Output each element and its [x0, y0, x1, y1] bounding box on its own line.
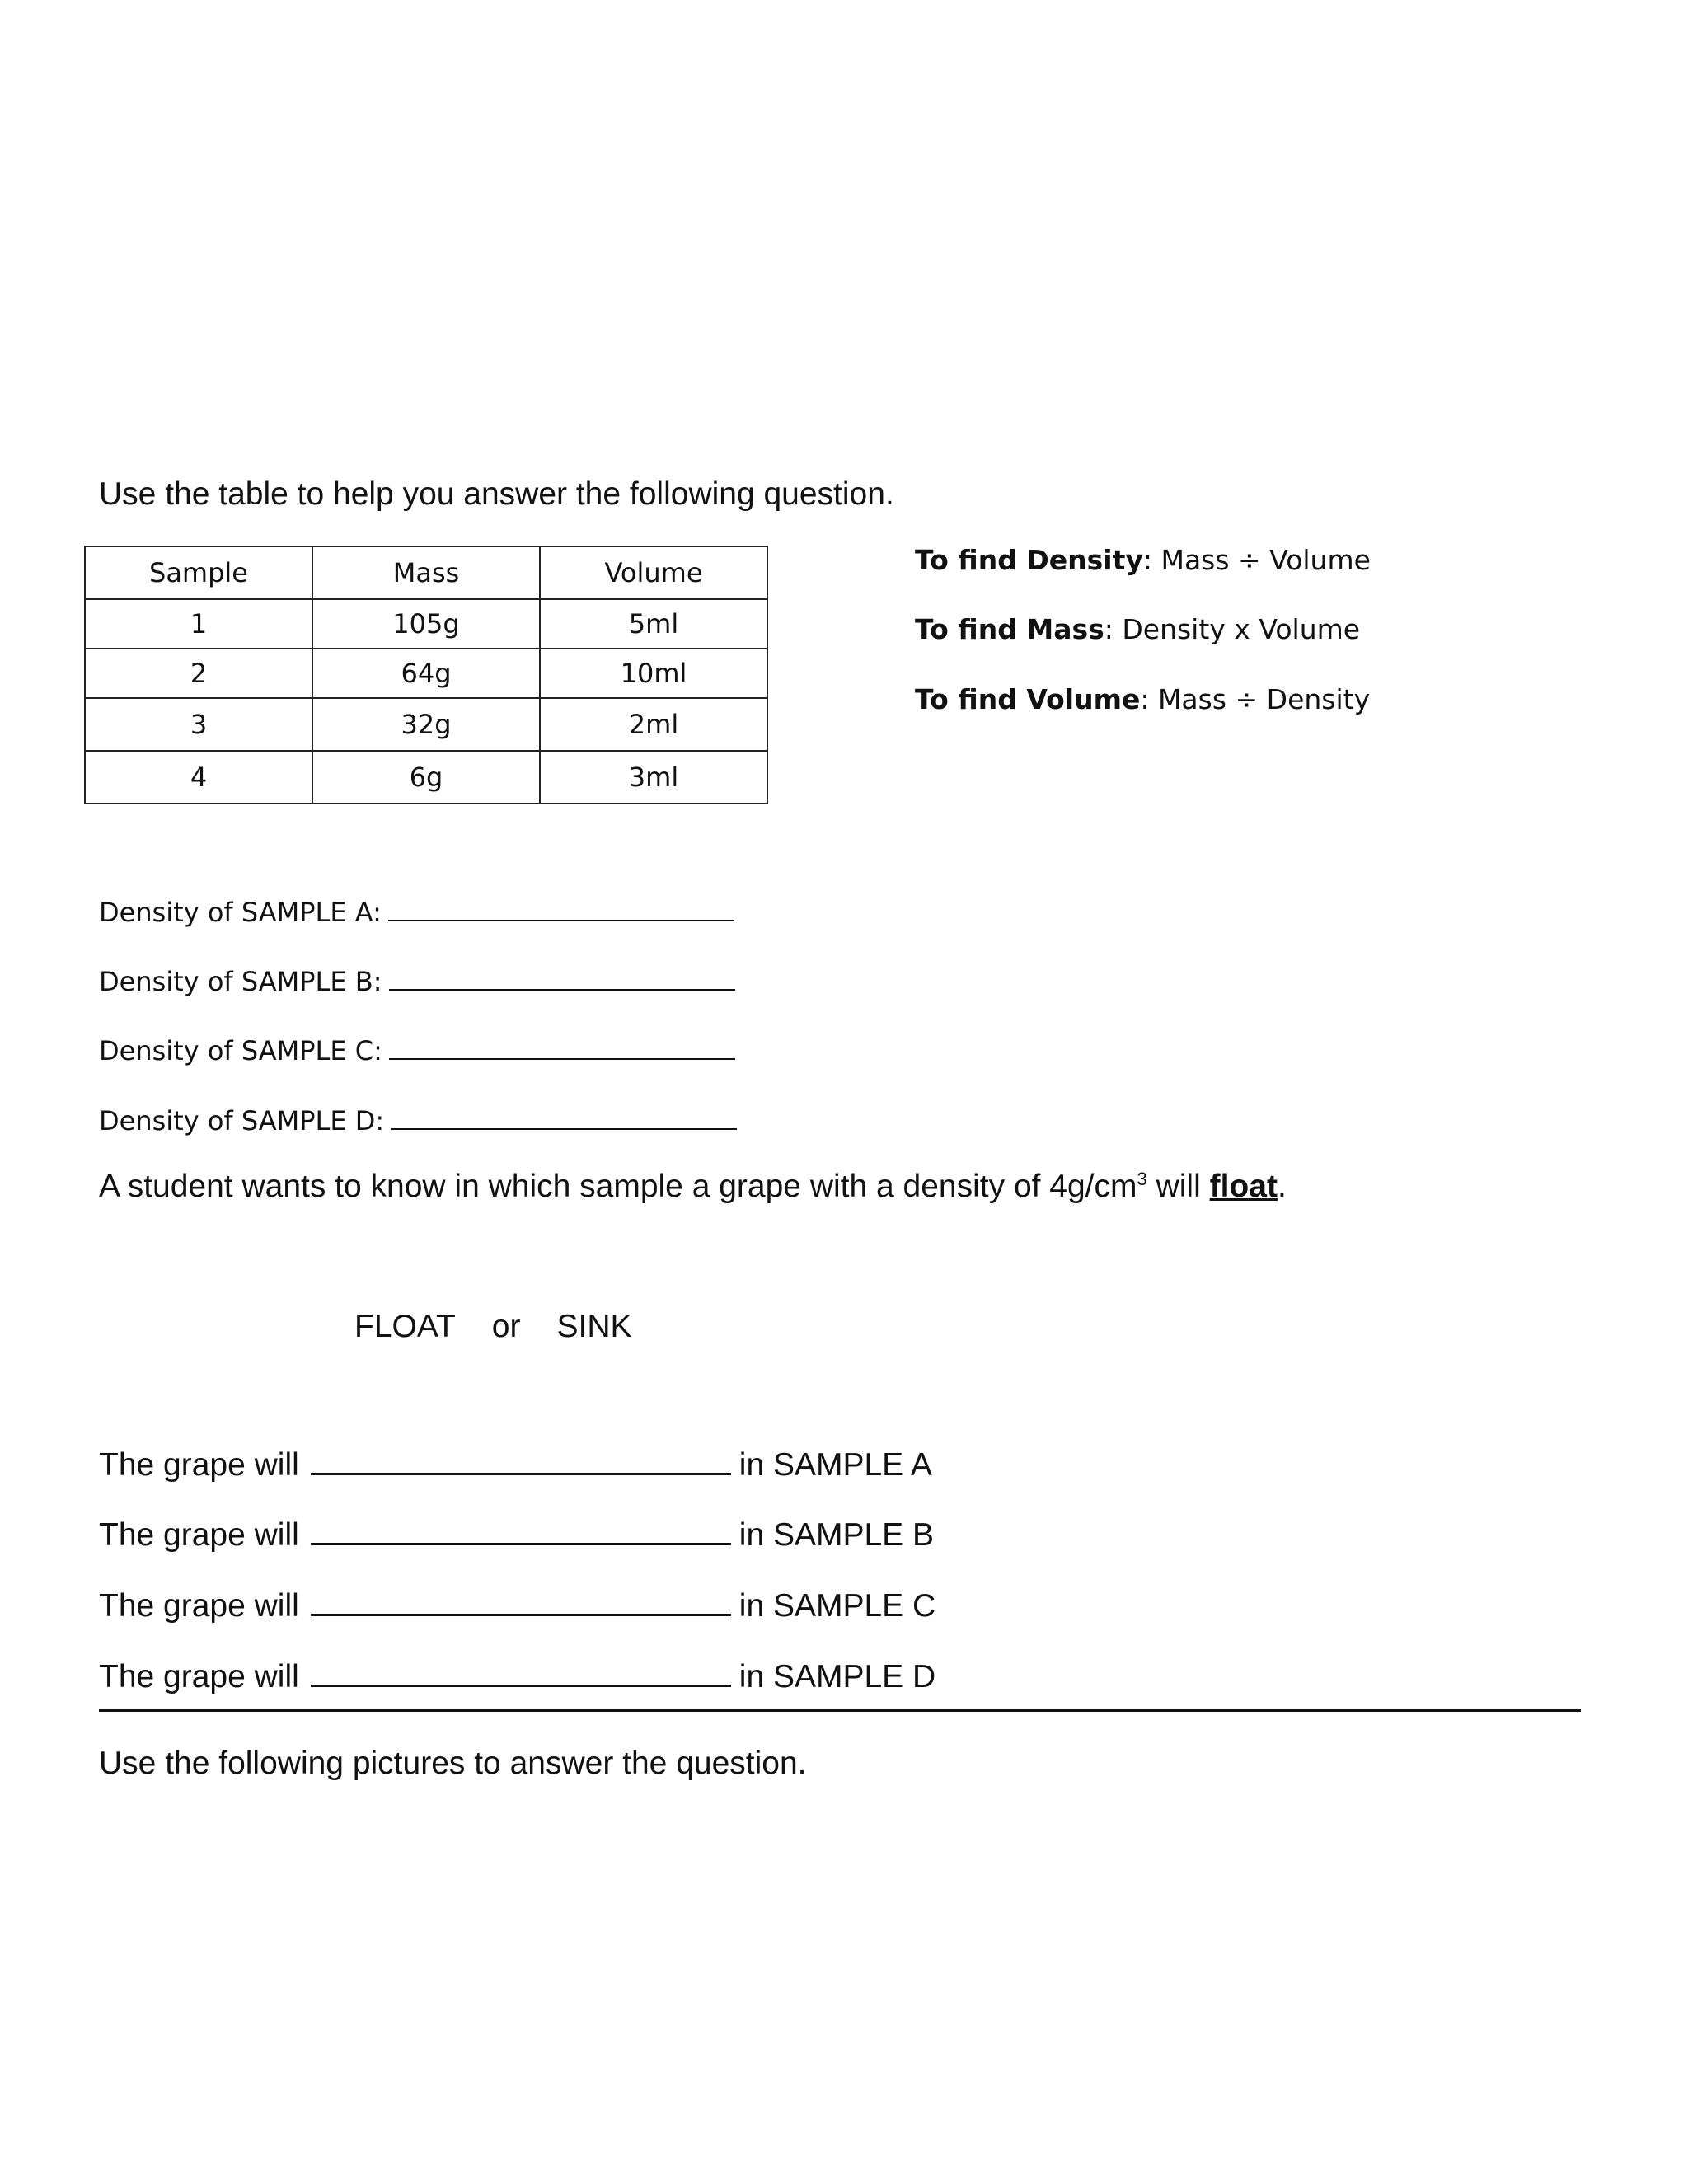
choice-or: or — [491, 1309, 521, 1344]
header-mass: Mass — [312, 546, 540, 599]
answer-blank[interactable] — [389, 988, 735, 991]
cell-sample: 1 — [85, 599, 312, 649]
grape-line-b — [99, 1517, 934, 1554]
formula-text: : Density x Volume — [1104, 613, 1361, 645]
formula-density — [915, 544, 1371, 576]
table-row — [85, 649, 767, 698]
question-emphasis: float — [1209, 1169, 1278, 1204]
grape-line-a — [99, 1447, 932, 1483]
cell-volume: 2ml — [540, 698, 767, 751]
cell-sample: 3 — [85, 698, 312, 751]
sample-table — [84, 546, 768, 804]
answer-blank[interactable] — [389, 1057, 735, 1060]
header-volume: Volume — [540, 546, 767, 599]
intro-text: Use the table to help you answer the following question. — [99, 476, 894, 512]
question-after: . — [1277, 1169, 1287, 1204]
cell-sample: 2 — [85, 649, 312, 698]
grape-suffix: in SAMPLE C — [738, 1588, 936, 1624]
grape-prefix: The grape will — [99, 1447, 299, 1483]
density-line-c — [99, 1035, 735, 1066]
answer-blank[interactable] — [391, 1127, 737, 1130]
section-divider — [99, 1709, 1581, 1712]
answer-blank[interactable] — [311, 1684, 731, 1687]
choices — [354, 1309, 632, 1345]
answer-blank[interactable] — [311, 1542, 731, 1545]
question-before: A student wants to know in which sample a grape with a density of 4g/cm — [99, 1169, 1137, 1204]
cell-mass: 6g — [312, 751, 540, 804]
formula-label: To find Mass — [915, 613, 1104, 645]
table-row — [85, 751, 767, 804]
cell-sample: 4 — [85, 751, 312, 804]
density-label: Density of SAMPLE A: — [99, 897, 382, 928]
question-text — [99, 1169, 1287, 1205]
cell-volume: 5ml — [540, 599, 767, 649]
answer-blank[interactable] — [388, 919, 734, 921]
density-label: Density of SAMPLE C: — [99, 1035, 382, 1066]
question-superscript: 3 — [1137, 1169, 1147, 1189]
density-line-d — [99, 1105, 737, 1137]
grape-suffix: in SAMPLE A — [738, 1447, 932, 1483]
formula-label: To find Density — [915, 544, 1143, 576]
formula-mass — [915, 613, 1360, 645]
cell-mass: 105g — [312, 599, 540, 649]
answer-blank[interactable] — [311, 1613, 731, 1616]
formula-text: : Mass ÷ Volume — [1142, 544, 1371, 576]
grape-prefix: The grape will — [99, 1588, 299, 1624]
formula-text: : Mass ÷ Density — [1140, 683, 1371, 715]
density-line-b — [99, 966, 735, 997]
formula-volume — [915, 683, 1370, 715]
answer-blank[interactable] — [311, 1472, 731, 1475]
choice-sink: SINK — [556, 1309, 632, 1344]
density-label: Density of SAMPLE D: — [99, 1105, 385, 1137]
grape-line-c — [99, 1588, 935, 1624]
grape-prefix: The grape will — [99, 1659, 299, 1694]
pictures-prompt: Use the following pictures to answer the question. — [99, 1746, 807, 1781]
density-line-a — [99, 897, 734, 928]
choice-float: FLOAT — [354, 1309, 456, 1344]
table-row — [85, 698, 767, 751]
header-sample: Sample — [85, 546, 312, 599]
grape-suffix: in SAMPLE B — [738, 1517, 935, 1553]
cell-volume: 10ml — [540, 649, 767, 698]
question-middle: will — [1146, 1169, 1210, 1204]
grape-suffix: in SAMPLE D — [738, 1659, 936, 1694]
density-label: Density of SAMPLE B: — [99, 966, 382, 997]
table-row — [85, 599, 767, 649]
table-header-row — [85, 546, 767, 599]
formula-label: To find Volume — [915, 683, 1141, 715]
grape-prefix: The grape will — [99, 1517, 299, 1553]
cell-volume: 3ml — [540, 751, 767, 804]
cell-mass: 64g — [312, 649, 540, 698]
cell-mass: 32g — [312, 698, 540, 751]
grape-line-d — [99, 1659, 935, 1695]
